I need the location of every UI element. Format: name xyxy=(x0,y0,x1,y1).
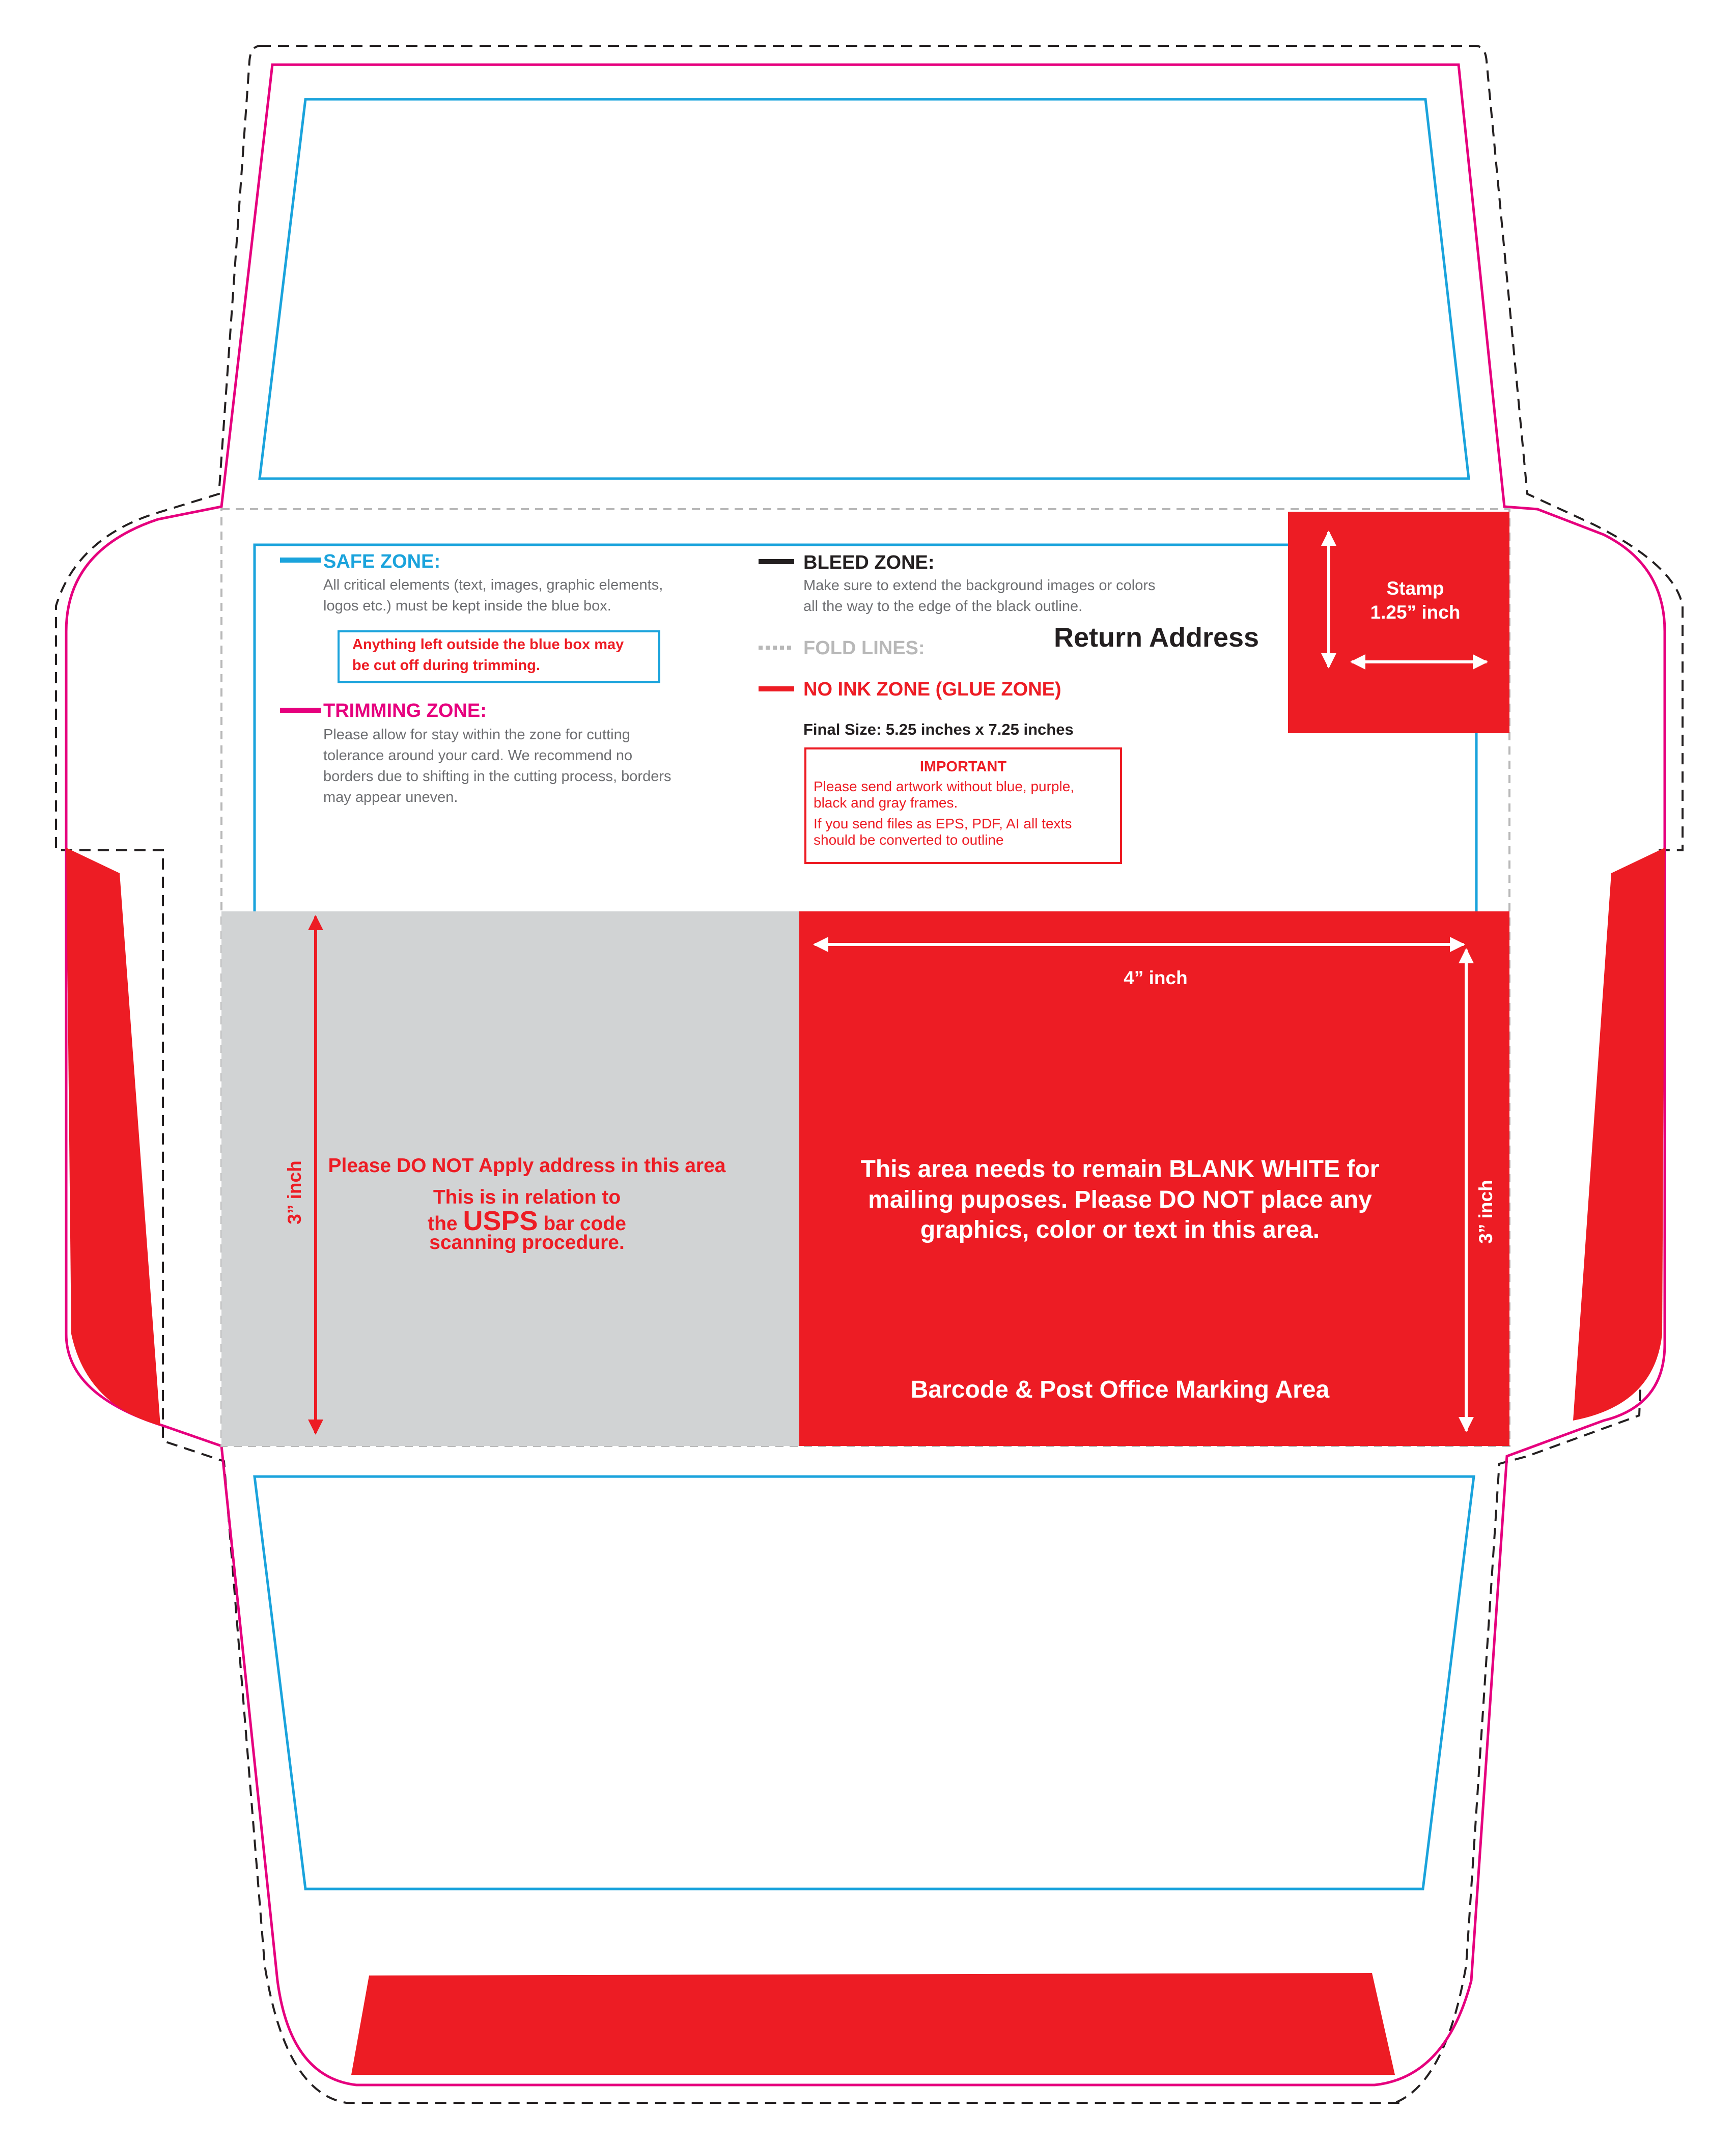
important-line3: If you send files as EPS, PDF, AI all texts xyxy=(814,816,1072,831)
bleed-zone-line2: all the way to the edge of the black outline. xyxy=(803,598,1083,615)
safe-zone-line2: logos etc.) must be kept inside the blue box. xyxy=(323,598,611,614)
bleed-zone-line1: Make sure to extend the background images or colors xyxy=(803,577,1156,594)
important-line2: black and gray frames. xyxy=(814,795,958,811)
final-size: Final Size: 5.25 inches x 7.25 inches xyxy=(803,720,1074,738)
warning-line1: Anything left outside the blue box may xyxy=(352,636,624,653)
top-flap-safe-zone xyxy=(260,99,1469,479)
gray-area-line3-pre: the xyxy=(428,1213,463,1235)
barcode-area-footer: Barcode & Post Office Marking Area xyxy=(910,1376,1330,1403)
no-ink-title: NO INK ZONE (GLUE ZONE) xyxy=(803,679,1061,700)
barcode-height-label: 3” inch xyxy=(1475,1180,1496,1244)
important-line1: Please send artwork without blue, purple, xyxy=(814,778,1075,794)
trimming-zone-line1: Please allow for stay within the zone for cutting xyxy=(323,727,630,743)
usps-label: USPS xyxy=(463,1206,538,1236)
fold-lines-title: FOLD LINES: xyxy=(803,637,925,659)
gray-area-line4: scanning procedure. xyxy=(429,1232,625,1254)
trimming-zone-line2: tolerance around your card. We recommend no xyxy=(323,747,633,764)
trimming-zone-line4: may appear uneven. xyxy=(323,789,458,805)
bottom-glue-zone xyxy=(351,1973,1395,2075)
important-title: IMPORTANT xyxy=(919,759,1007,775)
left-glue-zone xyxy=(66,848,160,1426)
blank-area-line1: This area needs to remain BLANK WHITE for xyxy=(860,1156,1380,1183)
gray-area-line3-post: bar code xyxy=(538,1213,626,1235)
warning-line2: be cut off during trimming. xyxy=(352,657,540,674)
important-line4: should be converted to outline xyxy=(814,832,1004,848)
right-glue-zone xyxy=(1573,848,1665,1421)
trimming-zone-line3: borders due to shifting in the cutting process, borders xyxy=(323,768,671,785)
return-address-label: Return Address xyxy=(1054,622,1259,653)
blank-area-line2: mailing puposes. Please DO NOT place any xyxy=(868,1186,1372,1213)
barcode-width-label: 4” inch xyxy=(1124,967,1188,988)
bleed-zone-title: BLEED ZONE: xyxy=(803,552,935,573)
bottom-flap-safe-zone xyxy=(255,1477,1474,1889)
gray-area-warning: Please DO NOT Apply address in this area xyxy=(328,1155,726,1177)
trimming-zone-title: TRIMMING ZONE: xyxy=(323,700,487,721)
stamp-label: Stamp xyxy=(1386,578,1444,599)
safe-zone-title: SAFE ZONE: xyxy=(323,551,441,572)
stamp-size-label: 1.25” inch xyxy=(1370,602,1461,623)
blank-area-line3: graphics, color or text in this area. xyxy=(920,1216,1320,1243)
safe-zone-line1: All critical elements (text, images, graphic elements, xyxy=(323,577,663,593)
gray-height-label: 3” inch xyxy=(284,1160,305,1225)
gray-area-line2: This is in relation to xyxy=(433,1186,621,1208)
no-address-area xyxy=(221,911,799,1446)
